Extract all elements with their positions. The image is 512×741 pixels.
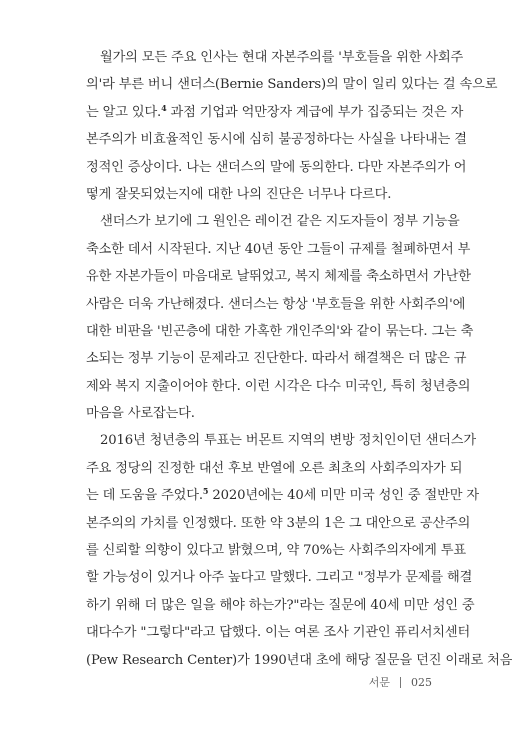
text-line: 사람은 더욱 가난해졌다. 샌더스는 항상 '부호들을 위한 사회주의'에 xyxy=(86,296,466,312)
page-footer xyxy=(369,674,432,690)
running-footer-section: 서문 xyxy=(368,676,390,689)
text-line: 하기 위해 더 많은 일을 해야 하는가?"라는 질문에 40세 미만 성인 중 xyxy=(86,597,475,613)
text-run: 2020년에는 40세 미만 미국 성인 중 절반만 자 xyxy=(208,488,479,504)
text-line: 샌더스가 보기에 그 원인은 레이건 같은 지도자들이 정부 기능을 xyxy=(100,214,460,230)
page-number: 025 xyxy=(411,675,432,689)
text-line xyxy=(86,99,464,126)
text-run: 는 데 도움을 주었다. xyxy=(86,488,203,504)
text-line: 본주의가 비효율적인 동시에 심히 불공정하다는 사실을 나타내는 결 xyxy=(86,132,467,148)
footnote-marker[interactable]: 5 xyxy=(202,486,209,497)
text-line: 정적인 증상이다. 나는 샌더스의 말에 동의한다. 다만 자본주의가 어 xyxy=(86,159,467,175)
text-line: 유한 자본가들이 마음대로 날뛰었고, 복지 체제를 축소하면서 가난한 xyxy=(86,269,471,285)
text-line: 본주의의 가치를 인정했다. 또한 약 3분의 1은 그 대안으로 공산주의 xyxy=(86,515,471,531)
footer-divider xyxy=(400,677,401,688)
body-text xyxy=(86,44,512,674)
text-line: 제와 복지 지출이어야 한다. 이런 시각은 다수 미국인, 특히 청년층의 xyxy=(86,378,471,394)
text-line: 2016년 청년층의 투표는 버몬트 지역의 변방 정치인이던 샌더스가 xyxy=(100,433,476,449)
footnote-marker[interactable]: 4 xyxy=(161,102,167,113)
text-line: 를 신뢰할 의향이 있다고 밝혔으며, 약 70%는 사회주의자에게 투표 xyxy=(86,543,466,559)
text-line xyxy=(86,482,479,509)
text-line: 대다수가 "그렇다"라고 답했다. 이는 여론 조사 기관인 퓨리서치센터 xyxy=(86,625,471,641)
text-line: 축소한 데서 시작된다. 지난 40년 동안 그들이 규제를 철폐하면서 부 xyxy=(86,241,471,257)
text-run: 는 알고 있다. xyxy=(86,104,162,120)
text-line: (Pew Research Center)가 1990년대 초에 해당 질문을 던진 이래로 처음 xyxy=(86,652,512,668)
text-line: 주요 정당의 진정한 대선 후보 반열에 오른 최초의 사회주의자가 되 xyxy=(86,460,463,476)
text-line: 월가의 모든 주요 인사는 현대 자본주의를 '부호들을 위한 사회주 xyxy=(100,50,464,65)
text-run: 과점 기업과 억만장자 계급에 부가 집중되는 것은 자 xyxy=(166,104,464,120)
text-line: 대한 비판을 '빈곤층에 대한 가혹한 개인주의'와 같이 묶는다. 그는 축 xyxy=(86,323,474,339)
text-line: 소되는 정부 기능이 문제라고 진단한다. 따라서 해결책은 더 많은 규 xyxy=(86,351,467,367)
text-line: 의'라 부른 버니 샌더스(Bernie Sanders)의 말이 일리 있다는 걸 속으로 xyxy=(86,77,498,93)
text-line: 할 가능성이 있거나 아주 높다고 말했다. 그리고 "정부가 문제를 해결 xyxy=(86,570,473,586)
text-line: 마음을 사로잡는다. xyxy=(86,406,195,422)
text-line: 떻게 잘못되었는지에 대한 나의 진단은 너무나 다르다. xyxy=(86,186,392,202)
